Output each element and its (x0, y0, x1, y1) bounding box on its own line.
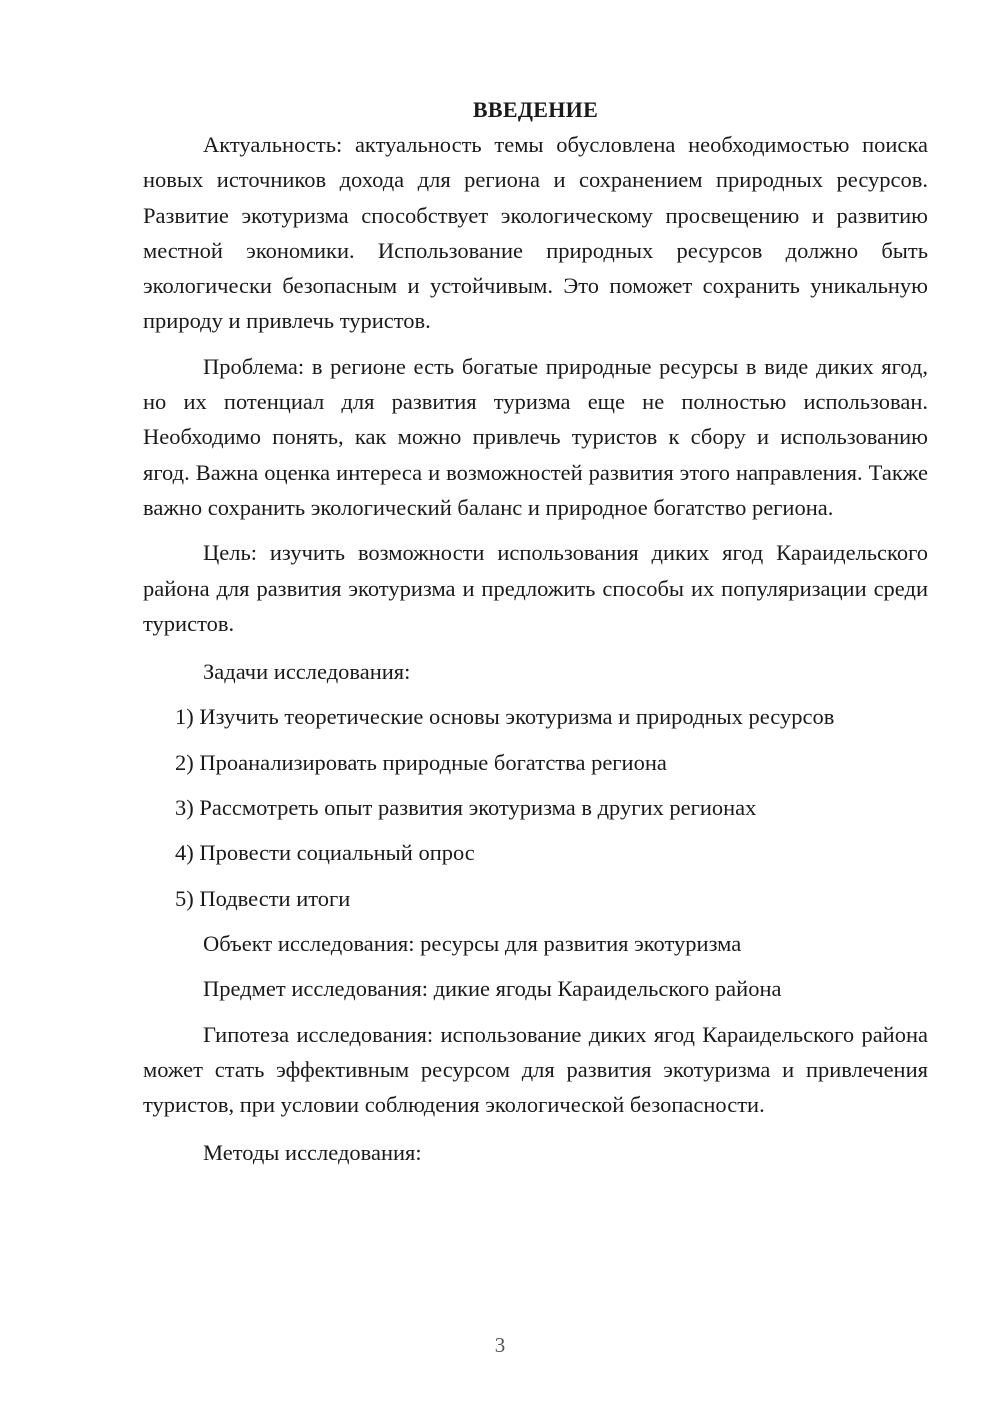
list-item: 1) Изучить теоретические основы экотуризма и природных ресурсов (175, 704, 835, 730)
tasks-heading: Задачи исследования: (203, 659, 411, 685)
page-title: ВВЕДЕНИЕ (472, 97, 599, 122)
paragraph-subject: Предмет исследования: дикие ягоды Караидельского района (203, 976, 782, 1002)
list-item: 2) Проанализировать природные богатства региона (175, 749, 667, 775)
paragraph-hypothesis: Гипотеза исследования: использование диких ягод Караидельского района может стать эффективным ресурсом для развития экотуризма и привлечения туристов, при условии соблюдения экологической безопасности. (143, 1021, 928, 1118)
list-item: 4) Провести социальный опрос (175, 840, 475, 866)
page-number: 3 (494, 1333, 506, 1357)
paragraph-goal: Цель: изучить возможности использования диких ягод Караидельского района для развития экотуризма и предложить способы их популяризации среди туристов. (143, 540, 928, 636)
list-item: 5) Подвести итоги (175, 885, 351, 911)
list-item: 3) Рассмотреть опыт развития экотуризма в других регионах (175, 795, 757, 821)
paragraph-object: Объект исследования: ресурсы для развития экотуризма (203, 930, 742, 956)
page-content (143, 92, 928, 1171)
tasks-list (143, 699, 928, 915)
paragraph-relevance: Актуальность: актуальность темы обусловлена необходимостью поиска новых источников дохода для региона и сохранением природных ресурсов. Развитие экотуризма способствует экологическому просвещению и развитию местной экономики. Использование природных ресурсов должно быть экологически безопасным и устойчивым. Это поможет сохранить уникальную природу и привлечь туристов. (143, 132, 928, 334)
paragraph-problem: Проблема: в регионе есть богатые природные ресурсы в виде диких ягод, но их потенциал для развития туризма еще не полностью использован. Необходимо понять, как можно привлечь туристов к сбору и использованию ягод. Важна оценка интереса и возможностей развития этого направления. Также важно сохранить экологический баланс и природное богатство региона. (143, 353, 928, 520)
methods-heading: Методы исследования: (203, 1140, 422, 1166)
